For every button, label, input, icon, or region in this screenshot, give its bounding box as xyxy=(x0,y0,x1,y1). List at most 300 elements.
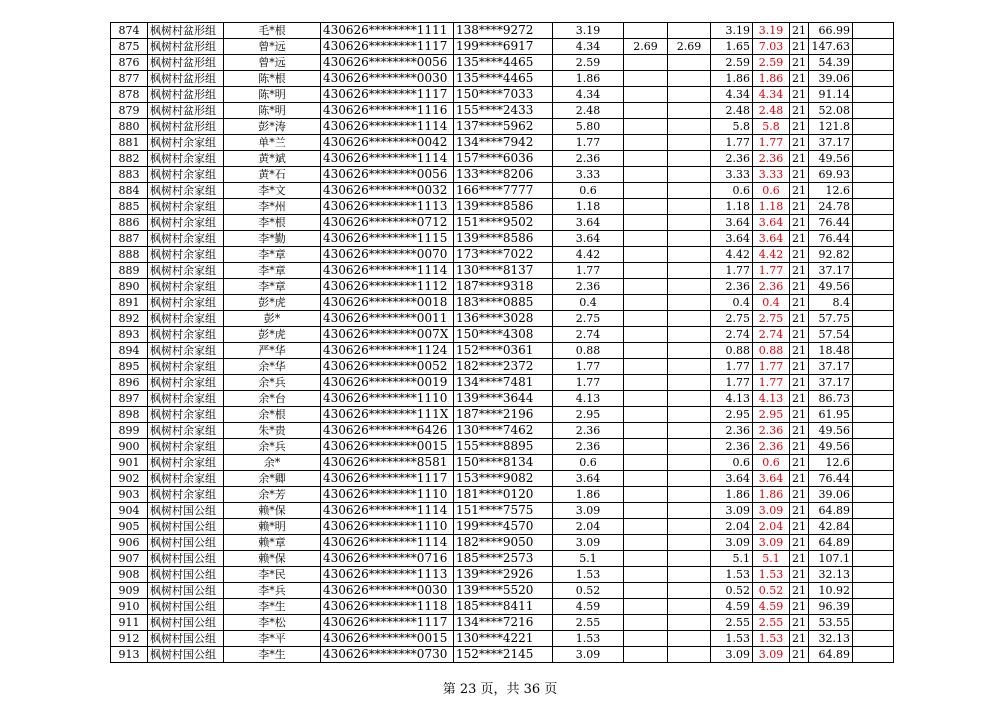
extra-value-1 xyxy=(624,359,668,375)
extra-value-2 xyxy=(668,71,711,87)
person-name: 朱*贵 xyxy=(224,423,321,439)
table-row xyxy=(111,263,894,279)
area-value: 3.64 xyxy=(553,231,624,247)
highlighted-value: 2.36 xyxy=(753,439,790,455)
area-value: 1.53 xyxy=(553,631,624,647)
table-row xyxy=(111,119,894,135)
table-row xyxy=(111,39,894,55)
phone-number: 135****4465 xyxy=(454,55,553,71)
area-value: 2.36 xyxy=(553,439,624,455)
row-number: 902 xyxy=(111,471,148,487)
group-name: 枫树村余家组 xyxy=(148,183,224,199)
group-name: 枫树村国公组 xyxy=(148,503,224,519)
area-value: 3.19 xyxy=(553,23,624,39)
area-value: 2.36 xyxy=(553,423,624,439)
phone-number: 150****7033 xyxy=(454,87,553,103)
group-name: 枫树村余家组 xyxy=(148,359,224,375)
id-number: 430626********8581 xyxy=(321,455,454,471)
adjusted-value: 2.36 xyxy=(711,151,753,167)
highlighted-value: 3.09 xyxy=(753,503,790,519)
extra-value-2 xyxy=(668,519,711,535)
row-number: 912 xyxy=(111,631,148,647)
area-value: 2.74 xyxy=(553,327,624,343)
highlighted-value: 5.1 xyxy=(753,551,790,567)
adjusted-value: 5.8 xyxy=(711,119,753,135)
rate-value: 21 xyxy=(790,631,809,647)
blank-cell xyxy=(853,183,894,199)
id-number: 430626********0018 xyxy=(321,295,454,311)
phone-number: 151****7575 xyxy=(454,503,553,519)
blank-cell xyxy=(853,375,894,391)
phone-number: 182****2372 xyxy=(454,359,553,375)
id-number: 430626********0730 xyxy=(321,647,454,663)
highlighted-value: 2.04 xyxy=(753,519,790,535)
highlighted-value: 0.52 xyxy=(753,583,790,599)
id-number: 430626********1111 xyxy=(321,23,454,39)
row-number: 884 xyxy=(111,183,148,199)
blank-cell xyxy=(853,391,894,407)
rate-value: 21 xyxy=(790,119,809,135)
rate-value: 21 xyxy=(790,215,809,231)
phone-number: 153****9082 xyxy=(454,471,553,487)
rate-value: 21 xyxy=(790,135,809,151)
rate-value: 21 xyxy=(790,327,809,343)
rate-value: 21 xyxy=(790,423,809,439)
table-row xyxy=(111,71,894,87)
phone-number: 139****5520 xyxy=(454,583,553,599)
adjusted-value: 3.64 xyxy=(711,231,753,247)
person-name: 陈*根 xyxy=(224,71,321,87)
phone-number: 133****8206 xyxy=(454,167,553,183)
group-name: 枫树村余家组 xyxy=(148,167,224,183)
group-name: 枫树村国公组 xyxy=(148,567,224,583)
table-row xyxy=(111,183,894,199)
person-name: 李*勤 xyxy=(224,231,321,247)
adjusted-value: 2.55 xyxy=(711,615,753,631)
rate-value: 21 xyxy=(790,647,809,663)
highlighted-value: 0.4 xyxy=(753,295,790,311)
highlighted-value: 3.64 xyxy=(753,215,790,231)
area-value: 1.18 xyxy=(553,199,624,215)
table-row xyxy=(111,23,894,39)
amount-value: 64.89 xyxy=(809,647,853,663)
blank-cell xyxy=(853,487,894,503)
table-row xyxy=(111,311,894,327)
row-number: 874 xyxy=(111,23,148,39)
group-name: 枫树村余家组 xyxy=(148,487,224,503)
phone-number: 135****4465 xyxy=(454,71,553,87)
extra-value-2 xyxy=(668,599,711,615)
group-name: 枫树村余家组 xyxy=(148,151,224,167)
id-number: 430626********1117 xyxy=(321,615,454,631)
highlighted-value: 1.86 xyxy=(753,487,790,503)
area-value: 3.09 xyxy=(553,503,624,519)
adjusted-value: 2.36 xyxy=(711,279,753,295)
row-number: 903 xyxy=(111,487,148,503)
blank-cell xyxy=(853,295,894,311)
area-value: 0.52 xyxy=(553,583,624,599)
phone-number: 139****8586 xyxy=(454,199,553,215)
blank-cell xyxy=(853,631,894,647)
adjusted-value: 1.77 xyxy=(711,359,753,375)
area-value: 2.36 xyxy=(553,279,624,295)
group-name: 枫树村国公组 xyxy=(148,599,224,615)
group-name: 枫树村余家组 xyxy=(148,231,224,247)
highlighted-value: 2.36 xyxy=(753,279,790,295)
highlighted-value: 0.6 xyxy=(753,183,790,199)
area-value: 1.77 xyxy=(553,359,624,375)
adjusted-value: 0.88 xyxy=(711,343,753,359)
adjusted-value: 1.18 xyxy=(711,199,753,215)
person-name: 赖*章 xyxy=(224,535,321,551)
group-name: 枫树村余家组 xyxy=(148,215,224,231)
extra-value-2 xyxy=(668,87,711,103)
phone-number: 152****0361 xyxy=(454,343,553,359)
extra-value-1 xyxy=(624,327,668,343)
extra-value-1 xyxy=(624,407,668,423)
id-number: 430626********1110 xyxy=(321,487,454,503)
extra-value-1 xyxy=(624,599,668,615)
adjusted-value: 2.48 xyxy=(711,103,753,119)
person-name: 赖*保 xyxy=(224,503,321,519)
table-row xyxy=(111,567,894,583)
phone-number: 199****6917 xyxy=(454,39,553,55)
table-row xyxy=(111,615,894,631)
amount-value: 64.89 xyxy=(809,535,853,551)
blank-cell xyxy=(853,615,894,631)
adjusted-value: 1.53 xyxy=(711,631,753,647)
highlighted-value: 5.8 xyxy=(753,119,790,135)
person-name: 余*兵 xyxy=(224,375,321,391)
rate-value: 21 xyxy=(790,487,809,503)
id-number: 430626********1114 xyxy=(321,535,454,551)
group-name: 枫树村国公组 xyxy=(148,615,224,631)
phone-number: 130****4221 xyxy=(454,631,553,647)
extra-value-2 xyxy=(668,247,711,263)
blank-cell xyxy=(853,103,894,119)
adjusted-value: 0.52 xyxy=(711,583,753,599)
extra-value-2 xyxy=(668,391,711,407)
extra-value-2 xyxy=(668,183,711,199)
phone-number: 137****5962 xyxy=(454,119,553,135)
adjusted-value: 1.65 xyxy=(711,39,753,55)
adjusted-value: 1.77 xyxy=(711,263,753,279)
extra-value-1 xyxy=(624,71,668,87)
rate-value: 21 xyxy=(790,535,809,551)
group-name: 枫树村余家组 xyxy=(148,263,224,279)
amount-value: 32.13 xyxy=(809,631,853,647)
phone-number: 199****4570 xyxy=(454,519,553,535)
phone-number: 152****2145 xyxy=(454,647,553,663)
person-name: 赖*明 xyxy=(224,519,321,535)
highlighted-value: 2.48 xyxy=(753,103,790,119)
phone-number: 134****7481 xyxy=(454,375,553,391)
phone-number: 139****2926 xyxy=(454,567,553,583)
area-value: 2.48 xyxy=(553,103,624,119)
person-name: 曾*远 xyxy=(224,39,321,55)
extra-value-1 xyxy=(624,471,668,487)
extra-value-2 xyxy=(668,375,711,391)
adjusted-value: 4.13 xyxy=(711,391,753,407)
adjusted-value: 0.6 xyxy=(711,455,753,471)
amount-value: 52.08 xyxy=(809,103,853,119)
blank-cell xyxy=(853,87,894,103)
area-value: 5.80 xyxy=(553,119,624,135)
row-number: 888 xyxy=(111,247,148,263)
phone-number: 151****9502 xyxy=(454,215,553,231)
rate-value: 21 xyxy=(790,391,809,407)
group-name: 枫树村国公组 xyxy=(148,631,224,647)
extra-value-1 xyxy=(624,519,668,535)
highlighted-value: 2.36 xyxy=(753,151,790,167)
id-number: 430626********1117 xyxy=(321,39,454,55)
id-number: 430626********007X xyxy=(321,327,454,343)
extra-value-2 xyxy=(668,567,711,583)
amount-value: 91.14 xyxy=(809,87,853,103)
adjusted-value: 2.95 xyxy=(711,407,753,423)
amount-value: 57.54 xyxy=(809,327,853,343)
highlighted-value: 3.33 xyxy=(753,167,790,183)
area-value: 1.77 xyxy=(553,375,624,391)
table-body xyxy=(111,23,894,663)
group-name: 枫树村国公组 xyxy=(148,551,224,567)
row-number: 877 xyxy=(111,71,148,87)
extra-value-2 xyxy=(668,231,711,247)
blank-cell xyxy=(853,247,894,263)
extra-value-1 xyxy=(624,487,668,503)
amount-value: 86.73 xyxy=(809,391,853,407)
row-number: 876 xyxy=(111,55,148,71)
table-row xyxy=(111,391,894,407)
id-number: 430626********1114 xyxy=(321,151,454,167)
phone-number: 130****7462 xyxy=(454,423,553,439)
amount-value: 37.17 xyxy=(809,375,853,391)
extra-value-2 xyxy=(668,103,711,119)
area-value: 1.77 xyxy=(553,135,624,151)
extra-value-2 xyxy=(668,631,711,647)
row-number: 878 xyxy=(111,87,148,103)
extra-value-2 xyxy=(668,359,711,375)
amount-value: 49.56 xyxy=(809,151,853,167)
extra-value-1 xyxy=(624,423,668,439)
adjusted-value: 3.33 xyxy=(711,167,753,183)
extra-value-2 xyxy=(668,647,711,663)
phone-number: 173****7022 xyxy=(454,247,553,263)
extra-value-1 xyxy=(624,55,668,71)
area-value: 3.64 xyxy=(553,471,624,487)
blank-cell xyxy=(853,279,894,295)
id-number: 430626********1117 xyxy=(321,87,454,103)
extra-value-1 xyxy=(624,391,668,407)
extra-value-2 xyxy=(668,503,711,519)
extra-value-2 xyxy=(668,215,711,231)
extra-value-2 xyxy=(668,327,711,343)
person-name: 李*章 xyxy=(224,279,321,295)
rate-value: 21 xyxy=(790,103,809,119)
group-name: 枫树村余家组 xyxy=(148,455,224,471)
phone-number: 181****0120 xyxy=(454,487,553,503)
phone-number: 187****9318 xyxy=(454,279,553,295)
adjusted-value: 2.36 xyxy=(711,423,753,439)
blank-cell xyxy=(853,423,894,439)
blank-cell xyxy=(853,135,894,151)
rate-value: 21 xyxy=(790,519,809,535)
extra-value-2: 2.69 xyxy=(668,39,711,55)
blank-cell xyxy=(853,71,894,87)
person-name: 余*台 xyxy=(224,391,321,407)
id-number: 430626********1124 xyxy=(321,343,454,359)
extra-value-1 xyxy=(624,535,668,551)
amount-value: 96.39 xyxy=(809,599,853,615)
amount-value: 32.13 xyxy=(809,567,853,583)
adjusted-value: 2.74 xyxy=(711,327,753,343)
amount-value: 37.17 xyxy=(809,263,853,279)
id-number: 430626********0030 xyxy=(321,583,454,599)
rate-value: 21 xyxy=(790,167,809,183)
area-value: 2.75 xyxy=(553,311,624,327)
rate-value: 21 xyxy=(790,599,809,615)
area-value: 3.09 xyxy=(553,535,624,551)
phone-number: 150****8134 xyxy=(454,455,553,471)
extra-value-2 xyxy=(668,551,711,567)
highlighted-value: 1.77 xyxy=(753,359,790,375)
table-row xyxy=(111,439,894,455)
extra-value-1 xyxy=(624,87,668,103)
group-name: 枫树村余家组 xyxy=(148,375,224,391)
row-number: 904 xyxy=(111,503,148,519)
rate-value: 21 xyxy=(790,615,809,631)
blank-cell xyxy=(853,23,894,39)
rate-value: 21 xyxy=(790,279,809,295)
person-name: 彭* xyxy=(224,311,321,327)
group-name: 枫树村余家组 xyxy=(148,327,224,343)
table-row xyxy=(111,279,894,295)
group-name: 枫树村盆形组 xyxy=(148,87,224,103)
row-number: 896 xyxy=(111,375,148,391)
blank-cell xyxy=(853,407,894,423)
extra-value-1 xyxy=(624,631,668,647)
person-name: 黄*石 xyxy=(224,167,321,183)
area-value: 0.88 xyxy=(553,343,624,359)
group-name: 枫树村国公组 xyxy=(148,647,224,663)
data-table xyxy=(110,22,894,663)
person-name: 李*松 xyxy=(224,615,321,631)
extra-value-2 xyxy=(668,583,711,599)
row-number: 906 xyxy=(111,535,148,551)
group-name: 枫树村余家组 xyxy=(148,199,224,215)
phone-number: 185****8411 xyxy=(454,599,553,615)
row-number: 880 xyxy=(111,119,148,135)
rate-value: 21 xyxy=(790,375,809,391)
rate-value: 21 xyxy=(790,151,809,167)
group-name: 枫树村盆形组 xyxy=(148,55,224,71)
highlighted-value: 1.53 xyxy=(753,631,790,647)
phone-number: 150****4308 xyxy=(454,327,553,343)
area-value: 1.77 xyxy=(553,263,624,279)
table-row xyxy=(111,359,894,375)
adjusted-value: 4.59 xyxy=(711,599,753,615)
extra-value-2 xyxy=(668,151,711,167)
extra-value-2 xyxy=(668,199,711,215)
group-name: 枫树村余家组 xyxy=(148,343,224,359)
area-value: 4.59 xyxy=(553,599,624,615)
table-row xyxy=(111,199,894,215)
id-number: 430626********1116 xyxy=(321,103,454,119)
table-row xyxy=(111,215,894,231)
row-number: 907 xyxy=(111,551,148,567)
row-number: 893 xyxy=(111,327,148,343)
person-name: 彭*虎 xyxy=(224,295,321,311)
group-name: 枫树村余家组 xyxy=(148,247,224,263)
highlighted-value: 3.09 xyxy=(753,647,790,663)
blank-cell xyxy=(853,215,894,231)
table-row xyxy=(111,87,894,103)
extra-value-1 xyxy=(624,135,668,151)
area-value: 4.42 xyxy=(553,247,624,263)
row-number: 887 xyxy=(111,231,148,247)
adjusted-value: 2.04 xyxy=(711,519,753,535)
table-row xyxy=(111,535,894,551)
table-row xyxy=(111,327,894,343)
table-row xyxy=(111,583,894,599)
id-number: 430626********0015 xyxy=(321,439,454,455)
row-number: 889 xyxy=(111,263,148,279)
rate-value: 21 xyxy=(790,583,809,599)
person-name: 李*文 xyxy=(224,183,321,199)
id-number: 430626********0070 xyxy=(321,247,454,263)
adjusted-value: 0.6 xyxy=(711,183,753,199)
group-name: 枫树村余家组 xyxy=(148,391,224,407)
amount-value: 69.93 xyxy=(809,167,853,183)
rate-value: 21 xyxy=(790,295,809,311)
id-number: 430626********111X xyxy=(321,407,454,423)
amount-value: 54.39 xyxy=(809,55,853,71)
adjusted-value: 2.59 xyxy=(711,55,753,71)
rate-value: 21 xyxy=(790,311,809,327)
id-number: 430626********6426 xyxy=(321,423,454,439)
extra-value-2 xyxy=(668,279,711,295)
blank-cell xyxy=(853,551,894,567)
area-value: 2.59 xyxy=(553,55,624,71)
row-number: 909 xyxy=(111,583,148,599)
row-number: 913 xyxy=(111,647,148,663)
area-value: 3.33 xyxy=(553,167,624,183)
table-row xyxy=(111,151,894,167)
extra-value-2 xyxy=(668,423,711,439)
extra-value-1 xyxy=(624,103,668,119)
area-value: 2.55 xyxy=(553,615,624,631)
extra-value-2 xyxy=(668,471,711,487)
rate-value: 21 xyxy=(790,39,809,55)
extra-value-1 xyxy=(624,375,668,391)
group-name: 枫树村盆形组 xyxy=(148,71,224,87)
rate-value: 21 xyxy=(790,247,809,263)
amount-value: 12.6 xyxy=(809,183,853,199)
extra-value-2 xyxy=(668,407,711,423)
person-name: 彭*涛 xyxy=(224,119,321,135)
row-number: 911 xyxy=(111,615,148,631)
blank-cell xyxy=(853,439,894,455)
rate-value: 21 xyxy=(790,23,809,39)
row-number: 895 xyxy=(111,359,148,375)
adjusted-value: 3.09 xyxy=(711,535,753,551)
table-row xyxy=(111,135,894,151)
row-number: 886 xyxy=(111,215,148,231)
highlighted-value: 2.95 xyxy=(753,407,790,423)
area-value: 0.6 xyxy=(553,183,624,199)
person-name: 黄*斌 xyxy=(224,151,321,167)
group-name: 枫树村余家组 xyxy=(148,471,224,487)
